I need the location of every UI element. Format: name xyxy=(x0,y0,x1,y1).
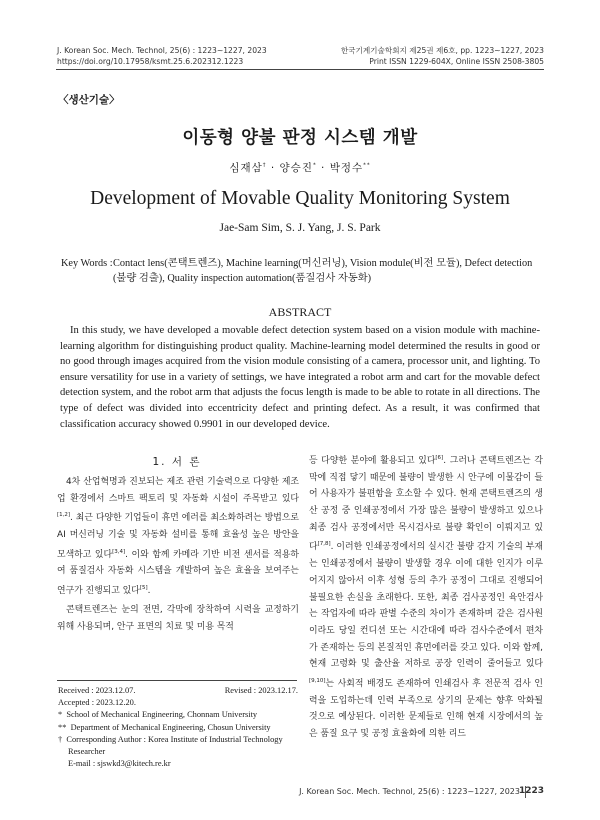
footnote-rule xyxy=(57,680,297,681)
article-notes xyxy=(58,685,298,770)
journal-citation: J. Korean Soc. Mech. Technol, 25(6) : 1223~1227, 2023 xyxy=(57,46,267,55)
abstract-text: In this study, we have developed a movable defect detection system based on a vision module with machine-learning algorithm for distinguishing product quality. Machine-learning model determined the results in good or no good through images acquired from the vision module consisting of a camera, processor unit, and lighting. To ensure versatility for use in a variety of settings, we have integrated a robot arm and cart for the movable defect detection system, and the robot arm that adjusts the focus length is made to be able to rotate in all directions. The type of defect was divided into eccentricity defect and printing defect. As a result, it was confirmed that classification accuracy showed 0.9901 in our developed device. xyxy=(60,325,540,430)
doi-link[interactable]: https://doi.org/10.17958/ksmt.25.6.202312.1223 xyxy=(57,57,244,66)
section-heading: 1. 서 론 xyxy=(152,456,202,468)
citation: [6] xyxy=(435,455,444,461)
journal-citation-ko: 한국기계기술학회지 제25권 제6호, pp. 1223~1227, 2023 xyxy=(340,46,544,55)
author-3: 박정수 xyxy=(329,162,364,174)
author-3-mark: ** xyxy=(363,162,371,169)
header-rule xyxy=(56,69,544,70)
received-date: Received : 2023.12.07. xyxy=(58,686,136,695)
affiliation-1: * School of Mechanical Engineering, Chonnam University xyxy=(58,710,258,720)
left-column xyxy=(57,474,299,635)
issn: Print ISSN 1229-604X, Online ISSN 2508-3805 xyxy=(369,57,544,66)
citation: [7,8] xyxy=(317,541,331,548)
citation: [5] xyxy=(139,585,148,592)
footer-citation: J. Korean Soc. Mech. Technol, 25(6) : 1223~1227, 2023 xyxy=(299,787,520,796)
revised-date: Revised : 2023.12.17. xyxy=(224,686,298,695)
author-separator: · xyxy=(316,162,330,174)
intro-paragraph-continued: 등 다양한 분야에 활용되고 있다[6]. 그러나 콘택트렌즈는 각막에 직접 닿기 때문에 불량이 발생한 시 안구에 이물감이 들어 사용자가 불편함을 호소할 수 있다. 현재 콘택트렌즈의 생산 공정 중 인쇄공정에서 가장 많은 불량이 발생하고 있으나 최종 검사 공정에서만 목시검사로 불량 확인이 이뤄지고 있다[7,8]. 이러한 인쇄공정에서의 실시간 불량 감지 기술의 부재는 인쇄공정에서 불량이 발생할 경우 이에 대한 인지가 이루어지지 않아서 이후 성형 등의 추가 공정이 그대로 진행되어 불필요한 손실을 초래한다. 또한, 최종 검사공정인 육안검사는 작업자에 따라 판별 수준의 차이가 존재하며 같은 검사원이라도 당일 컨디션 또는 시간대에 따라 검사수준에서 편차가 존재하는 등의 본질적인 휴먼에러를 갖고 있다. 이와 함께, 현재 고령화 및 출산율 저하로 공장 인력이 줄어들고 있다[9,10]는 사회적 배경도 존재하여 인쇄검사 후 전문적 검사 인력을 도입하는데 인력 부족으로 상기의 문제는 향후 악화될 것으로 예상된다. 이러한 문제들로 인해 현재 시장에서의 높은 품질 요구 및 공정 효율화에 의한 리드 xyxy=(309,455,543,740)
keywords-label: Key Words : xyxy=(61,258,113,269)
citation: [9,10] xyxy=(309,678,326,685)
corresponding-author: † Corresponding Author : Korea Institute of Industrial Technology Researcher xyxy=(58,734,283,756)
author-1-mark: † xyxy=(262,162,267,169)
citation: [1,2] xyxy=(57,512,71,519)
author-email[interactable]: E-mail : sjswkd3@kitech.re.kr xyxy=(68,759,171,769)
intro-paragraph-1: 4차 산업혁명과 진보되는 제조 관련 기술력으로 다양한 제조업 환경에서 스마트 팩토리 및 자동화 시설이 주목받고 있다[1,2]. 최근 다양한 기업들이 휴먼 에러를 최소화하려는 방법으로 AI 머신러닝 기술 및 자동화 설비를 통해 효율성 높은 방안을 모색하고 있다[3,4]. 이와 함께 카메라 기반 비전 센서를 적용하여 품질검사 자동화 시스템을 개발하여 높은 효율을 보여주는 연구가 진행되고 있다[5]. xyxy=(57,477,299,597)
authors-korean xyxy=(0,160,600,175)
title-korean: 이동형 양불 판정 시스템 개발 xyxy=(182,128,418,148)
title-english: Development of Movable Quality Monitoring System xyxy=(90,188,510,209)
keywords xyxy=(61,257,541,286)
affiliation-2: ** Department of Mechanical Engineering, Chosun University xyxy=(58,722,271,732)
paper-category: 〈생산기술〉 xyxy=(58,94,120,106)
abstract-heading: ABSTRACT xyxy=(268,305,332,319)
keywords-text: Contact lens(콘택트렌즈), Machine learning(머신러닝), Vision module(비전 모듈), Defect detection (불량 검출), Quality inspection automation(품질검사 자동화) xyxy=(113,258,533,284)
authors-english: Jae-Sam Sim, S. J. Yang, J. S. Park xyxy=(219,222,381,234)
citation: [3,4] xyxy=(112,548,126,555)
author-1: 심재삼 xyxy=(229,162,263,174)
abstract-body xyxy=(60,323,540,432)
accepted-date: Accepted : 2023.12.20. xyxy=(58,698,136,708)
author-2-mark: * xyxy=(312,162,317,169)
right-column xyxy=(309,450,543,743)
page-number: 1223 xyxy=(518,786,544,796)
author-separator: · xyxy=(266,162,280,174)
author-2: 양승진 xyxy=(279,162,313,174)
intro-paragraph-2: 콘택트렌즈는 눈의 전면, 각막에 장착하여 시력을 교정하기 위해 사용되며, 안구 표면의 치료 및 미용 목적 xyxy=(57,604,299,632)
